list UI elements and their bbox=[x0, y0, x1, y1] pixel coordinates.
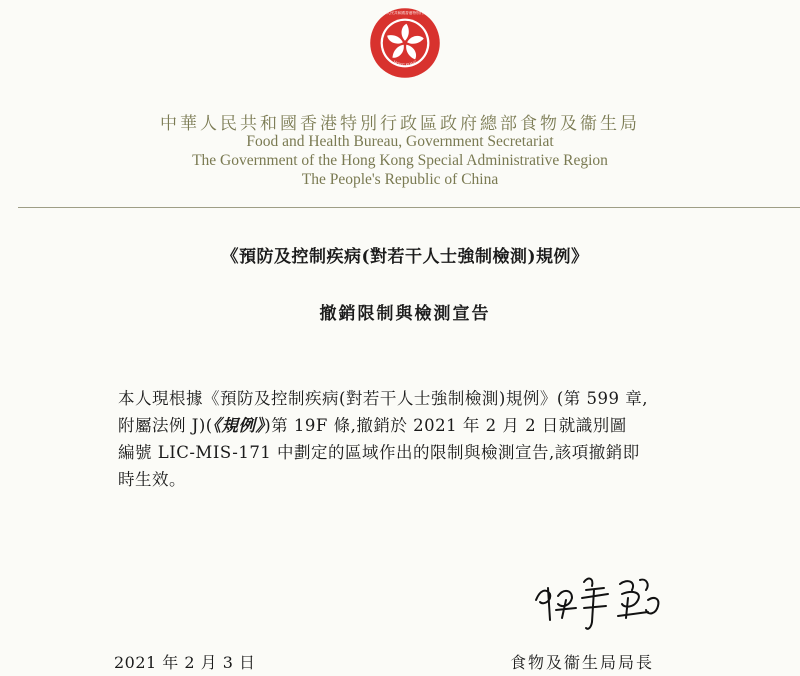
body-line-4: 時生效。 bbox=[118, 470, 186, 489]
header-divider bbox=[18, 207, 800, 208]
regulation-title: 《預防及控制疾病(對若干人士強制檢測)規例》 bbox=[221, 247, 589, 267]
svg-text:中華人民共和國香港特別行政區: 中華人民共和國香港特別行政區 bbox=[379, 11, 431, 16]
org-name-english: Food and Health Bureau, Government Secretariat bbox=[246, 133, 554, 150]
body-line-1: 本人現根據《預防及控制疾病(對若干人士強制檢測)規例》(第 599 章, bbox=[118, 389, 649, 408]
country-name-english: The People's Republic of China bbox=[301, 171, 499, 188]
emblem-text: HONG KONG bbox=[392, 59, 418, 68]
document-date: 2021 年 2 月 3 日 bbox=[114, 653, 256, 672]
org-name-chinese: 中華人民共和國香港特別行政區政府總部食物及衞生局 bbox=[160, 114, 640, 134]
handwritten-signature bbox=[528, 560, 678, 635]
body-line-2-start: 附屬法例 J)( bbox=[118, 416, 213, 435]
body-line-2-end: )第 19F 條,撤銷於 2021 年 2 月 2 日就識別圖 bbox=[264, 416, 627, 435]
government-name-english: The Government of the Hong Kong Special Administrative Region bbox=[192, 152, 608, 169]
notice-title: 撤銷限制與檢測宣告 bbox=[319, 304, 491, 324]
regulation-short-name: 《規例》 bbox=[212, 416, 265, 435]
body-line-3: 編號 LIC-MIS-171 中劃定的區域作出的限制與檢測宣告,該項撤銷即 bbox=[118, 443, 640, 462]
hong-kong-emblem bbox=[368, 6, 442, 80]
body-line-2 bbox=[118, 412, 627, 436]
signatory-title: 食物及衞生局局長 bbox=[510, 653, 655, 672]
